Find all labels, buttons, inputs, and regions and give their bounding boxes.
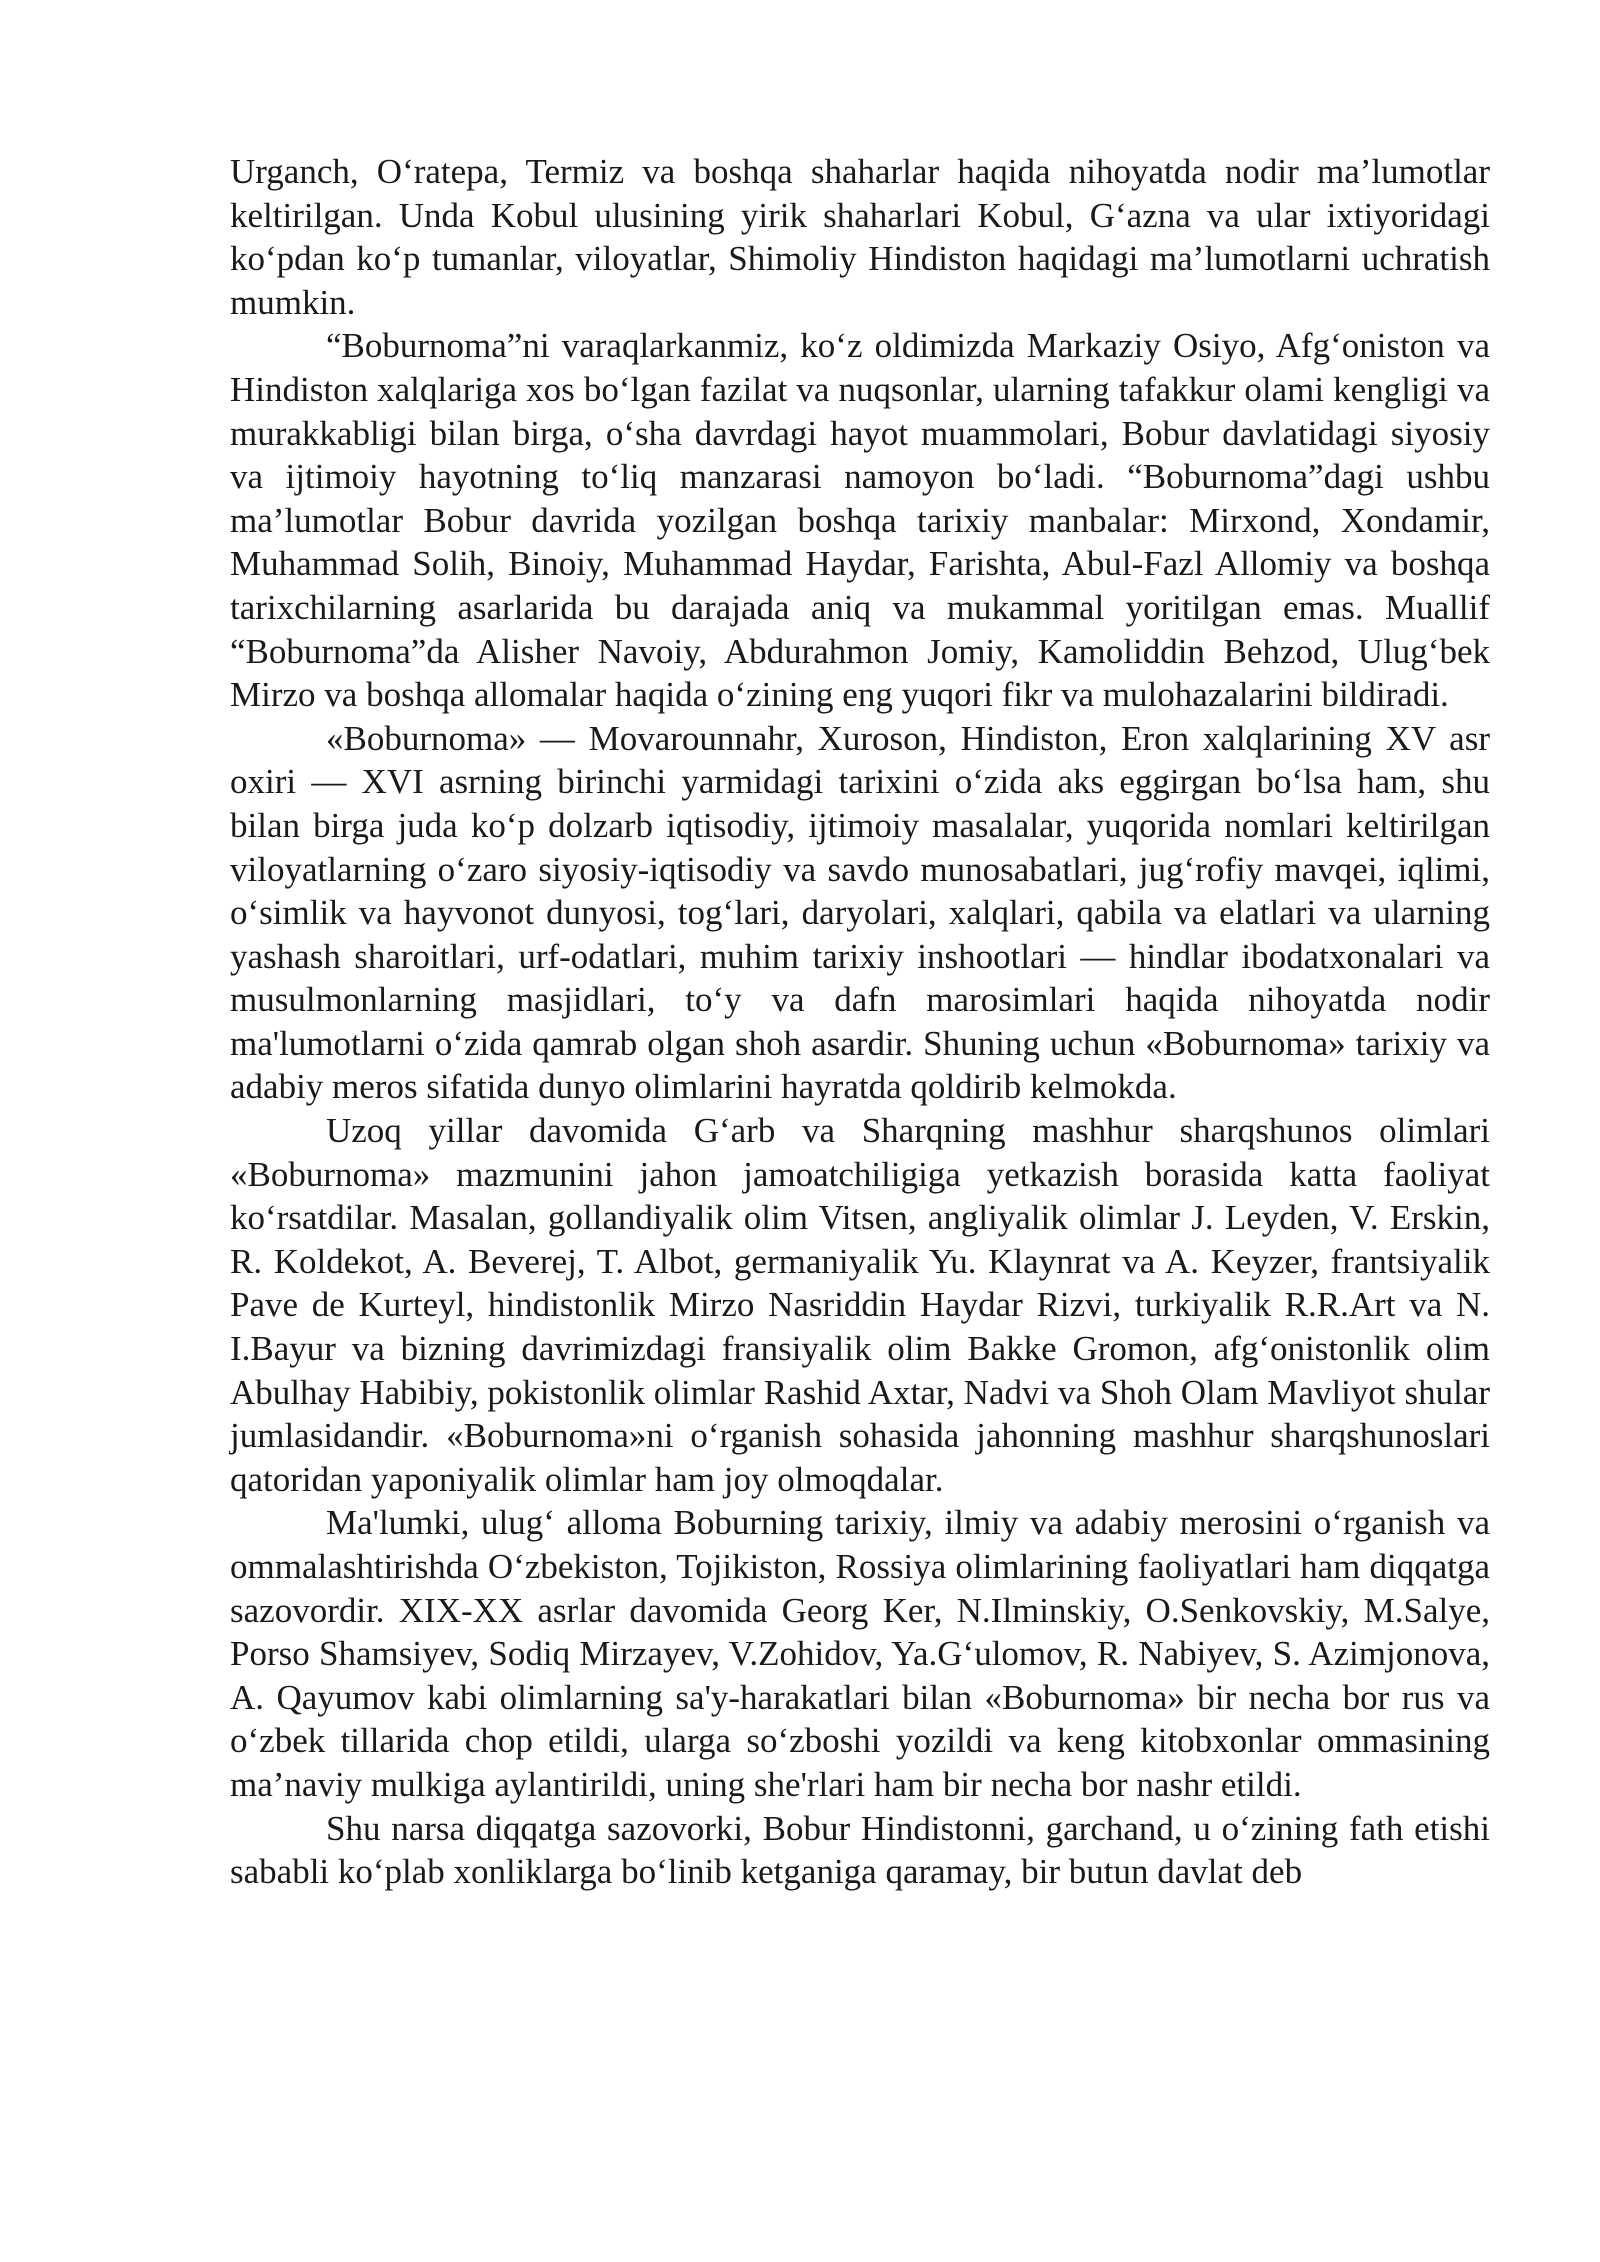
paragraph-1: Urganch, O‘ratepa, Termiz va boshqa shaharlar haqida nihoyatda nodir ma’lumotlar keltirilgan. Unda Kobul ulusining yirik shaharlari Kobul, G‘azna va ular ixtiyoridagi ko‘pdan ko‘p tumanlar, viloyatlar, Shimoliy Hindiston haqidagi ma’lumotlarni uchratish mumkin.: [230, 152, 1490, 322]
document-page: [230, 150, 1490, 1894]
paragraph-2: “Boburnoma”ni varaqlarkanmiz, ko‘z oldimizda Markaziy Osiyo, Afg‘oniston va Hindiston xalqlariga xos bo‘lgan fazilat va nuqsonlar, ularning tafakkur olami kengligi va murakkabligi bilan birga, o‘sha davrdagi hayot muammolari, Bobur davlatidagi siyosiy va ijtimoiy hayotning to‘liq manzarasi namoyon bo‘ladi. “Boburnoma”dagi ushbu ma’lumotlar Bobur davrida yozilgan boshqa tarixiy manbalar: Mirxond, Xondamir, Muhammad Solih, Binoiy, Muhammad Haydar, Farishta, Abul-Fazl Allomiy va boshqa tarixchilarning asarlarida bu darajada aniq va mukammal yoritilgan emas. Muallif “Boburnoma”da Alisher Navoiy, Abdurahmon Jomiy, Kamoliddin Behzod, Ulug‘bek Mirzo va boshqa allomalar haqida o‘zining eng yuqori fikr va mulohazalarini bildiradi.: [230, 326, 1490, 715]
paragraph-3: «Boburnoma» — Movarounnahr, Xuroson, Hindiston, Eron xalqlarining XV asr oxiri — XVI asrning birinchi yarmidagi tarixini o‘zida aks eggirgan bo‘lsa ham, shu bilan birga juda ko‘p dolzarb iqtisodiy, ijtimoiy masalalar, yuqorida nomlari keltirilgan viloyatlarning o‘zaro siyosiy-iqtisodiy va savdo munosabatlari, jug‘rofiy mavqei, iqlimi, o‘simlik va hayvonot dunyosi, tog‘lari, daryolari, xalqlari, qabila va elatlari va ularning yashash sharoitlari, urf-odatlari, muhim tarixiy inshootlari — hindlar ibodatxonalari va musulmonlarning masjidlari, to‘y va dafn marosimlari haqida nihoyatda nodir ma'lumotlarni o‘zida qamrab olgan shoh asardir. Shuning uchun «Boburnoma» tarixiy va adabiy meros sifatida dunyo olimlarini hayratda qoldirib kelmokda.: [230, 718, 1490, 1107]
paragraph-4: Uzoq yillar davomida G‘arb va Sharqning mashhur sharqshunos olimlari «Boburnoma» mazmunini jahon jamoatchiligiga yetkazish borasida katta faoliyat ko‘rsatdilar. Masalan, gollandiyalik olim Vitsen, angliyalik olimlar J. Leyden, V. Erskin, R. Koldekot, A. Beverej, T. Albot, germaniyalik Yu. Klaynrat va A. Keyzer, frantsiyalik Pave de Kurteyl, hindistonlik Mirzo Nasriddin Haydar Rizvi, turkiyalik R.R.Art va N. I.Bayur va bizning davrimizdagi fransiyalik olim Bakke Gromon, afg‘onistonlik olim Abulhay Habibiy, pokistonlik olimlar Rashid Axtar, Nadvi va Shoh Olam Mavliyot shular jumlasidandir. «Boburnoma»ni o‘rganish sohasida jahonning mashhur sharqshunoslari qatoridan yaponiyalik olimlar ham joy olmoqdalar.: [230, 1111, 1490, 1499]
paragraph-5: Ma'lumki, ulug‘ alloma Boburning tarixiy, ilmiy va adabiy merosini o‘rganish va ommalashtirishda O‘zbekiston, Tojikiston, Rossiya olimlarining faoliyatlari ham diqqatga sazovordir. XIX-XX asrlar davomida Georg Ker, N.Ilminskiy, O.Senkovskiy, M.Salye, Porso Shamsiyev, Sodiq Mirzayev, V.Zohidov, Ya.G‘ulomov, R. Nabiyev, S. Azimjonova, A. Qayumov kabi olimlarning sa'y-harakatlari bilan «Boburnoma» bir necha bor rus va o‘zbek tillarida chop etildi, ularga so‘zboshi yozildi va keng kitobxonlar ommasining ma’naviy mulkiga aylantirildi, uning she'rlari ham bir necha bor nashr etildi.: [230, 1503, 1490, 1804]
paragraph-6: Shu narsa diqqatga sazovorki, Bobur Hindistonni, garchand, u o‘zining fath etishi sababli ko‘plab xonliklarga bo‘linib ketganiga qaramay, bir butun davlat deb: [230, 1808, 1490, 1892]
